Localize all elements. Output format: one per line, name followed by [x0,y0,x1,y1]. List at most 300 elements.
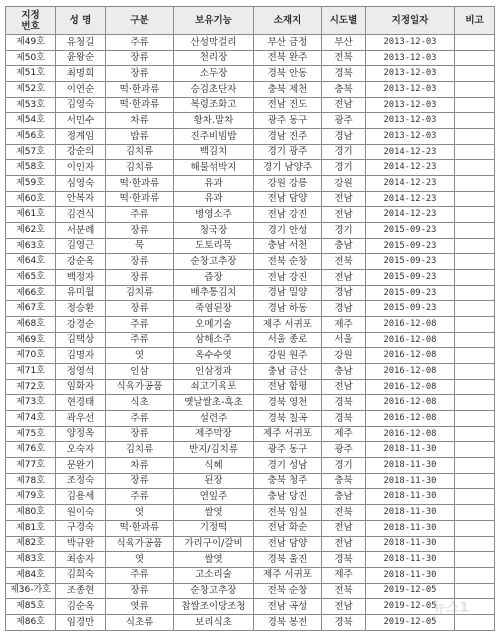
cell-province: 경북 [322,66,366,82]
cell-date: 2013-12-03 [366,97,455,113]
cell-province: 전남 [322,536,366,552]
cell-designation-number: 제64호 [6,254,56,270]
cell-province: 제주 [322,567,366,583]
cell-date: 2018-11-30 [366,567,455,583]
table-row [6,489,495,505]
cell-category: 엿류 [106,599,174,615]
table-row [6,270,495,286]
cell-category: 떡·한과류 [106,176,174,192]
cell-name: 정계임 [56,129,106,145]
cell-name: 심영숙 [56,176,106,192]
cell-designation-number: 제71호 [6,364,56,380]
cell-remarks [455,238,495,254]
cell-category: 차류 [106,458,174,474]
cell-remarks [455,82,495,98]
header-row [6,7,495,35]
cell-province: 광주 [322,113,366,129]
cell-date: 2019-12-05 [366,614,455,630]
cell-designation-number: 제68호 [6,317,56,333]
table-row [6,473,495,489]
cell-remarks [455,301,495,317]
cell-name: 김순옥 [56,599,106,615]
cell-name: 정승환 [56,301,106,317]
cell-location: 전북 임실 [254,505,322,521]
cell-date: 2016-12-08 [366,317,455,333]
cell-location: 경기 남양주 [254,160,322,176]
cell-date: 2014-12-23 [366,160,455,176]
table-row [6,614,495,630]
cell-category: 장류 [106,50,174,66]
cell-designation-number: 제69호 [6,332,56,348]
cell-designation-number: 제84호 [6,567,56,583]
cell-skill: 옥수수엿 [174,348,254,364]
table-row [6,207,495,223]
masters-table [5,6,495,631]
cell-remarks [455,552,495,568]
table-row [6,567,495,583]
cell-remarks [455,223,495,239]
cell-date: 2013-12-03 [366,50,455,66]
cell-skill: 천리장 [174,50,254,66]
cell-location: 경북 영천 [254,395,322,411]
cell-category: 주류 [106,489,174,505]
cell-remarks [455,50,495,66]
cell-name: 유미월 [56,285,106,301]
cell-location: 광주 동구 [254,113,322,129]
cell-category: 장류 [106,426,174,442]
table-row [6,348,495,364]
cell-name: 정영석 [56,364,106,380]
cell-designation-number: 제50호 [6,50,56,66]
cell-province: 강원 [322,176,366,192]
cell-name: 구경숙 [56,520,106,536]
cell-remarks [455,567,495,583]
cell-date: 2016-12-08 [366,348,455,364]
cell-name: 문완기 [56,458,106,474]
cell-province: 경북 [322,552,366,568]
cell-location: 경북 울진 [254,552,322,568]
cell-location: 전남 진도 [254,97,322,113]
cell-province: 전남 [322,379,366,395]
table-row [6,458,495,474]
cell-skill: 된장 [174,473,254,489]
cell-skill: 고소리술 [174,567,254,583]
cell-skill: 순창고추장 [174,254,254,270]
cell-remarks [455,191,495,207]
table-row [6,411,495,427]
cell-skill: 유과 [174,191,254,207]
cell-date: 2018-11-30 [366,458,455,474]
cell-location: 전남 강진 [254,207,322,223]
cell-date: 2016-12-08 [366,395,455,411]
cell-remarks [455,285,495,301]
cell-designation-number: 제51호 [6,66,56,82]
cell-remarks [455,426,495,442]
cell-name: 강순의 [56,144,106,160]
cell-date: 2019-12-05 [366,599,455,615]
cell-date: 2013-12-03 [366,129,455,145]
cell-province: 충남 [322,364,366,380]
cell-remarks [455,442,495,458]
cell-category: 주류 [106,332,174,348]
cell-remarks [455,489,495,505]
cell-skill: 쌀엿 [174,505,254,521]
header-designation-number [6,7,56,35]
cell-location: 경남 밀양 [254,285,322,301]
cell-category: 밥류 [106,129,174,145]
cell-name: 이인자 [56,160,106,176]
cell-remarks [455,317,495,333]
cell-category: 주류 [106,207,174,223]
table-row [6,191,495,207]
header-province: 시도별 [322,7,366,35]
table-row [6,97,495,113]
cell-designation-number: 제72호 [6,379,56,395]
cell-date: 2014-12-23 [366,207,455,223]
table-row [6,536,495,552]
cell-date: 2018-11-30 [366,552,455,568]
cell-date: 2018-11-30 [366,536,455,552]
table-row [6,520,495,536]
cell-province: 광주 [322,442,366,458]
cell-skill: 유과 [174,176,254,192]
cell-remarks [455,364,495,380]
cell-remarks [455,395,495,411]
cell-category: 엿 [106,552,174,568]
cell-date: 2018-11-30 [366,520,455,536]
cell-designation-number: 제83호 [6,552,56,568]
cell-name: 곽우선 [56,411,106,427]
table-row [6,442,495,458]
cell-skill: 죽염된장 [174,301,254,317]
cell-date: 2019-12-05 [366,583,455,599]
header-remarks: 비고 [455,7,495,35]
cell-province: 경북 [322,614,366,630]
table-row [6,113,495,129]
cell-location: 전남 담양 [254,536,322,552]
cell-name: 오숙자 [56,442,106,458]
cell-remarks [455,520,495,536]
cell-province: 충남 [322,238,366,254]
cell-category: 장류 [106,66,174,82]
cell-designation-number: 제66호 [6,285,56,301]
cell-date: 2016-12-08 [366,364,455,380]
table-row [6,552,495,568]
cell-name: 강순옥 [56,254,106,270]
table-row [6,332,495,348]
cell-category: 김치류 [106,285,174,301]
table-row [6,238,495,254]
cell-remarks [455,379,495,395]
cell-remarks [455,411,495,427]
cell-skill: 제주막장 [174,426,254,442]
header-category: 구분 [106,7,174,35]
cell-location: 경남 진주 [254,129,322,145]
cell-designation-number: 제60호 [6,191,56,207]
cell-location: 경기 안성 [254,223,322,239]
cell-skill: 기정떡 [174,520,254,536]
cell-remarks [455,113,495,129]
cell-province: 전북 [322,583,366,599]
cell-name: 조종현 [56,583,106,599]
cell-name: 김견식 [56,207,106,223]
cell-location: 충북 청주 [254,473,322,489]
cell-date: 2015-09-23 [366,301,455,317]
cell-skill: 백김치 [174,144,254,160]
cell-category: 식육가공품 [106,379,174,395]
cell-province: 제주 [322,317,366,333]
cell-designation-number: 제70호 [6,348,56,364]
table-row [6,505,495,521]
cell-province: 충남 [322,489,366,505]
cell-location: 경기 성남 [254,458,322,474]
cell-name: 최송자 [56,552,106,568]
cell-name: 안복자 [56,191,106,207]
cell-date: 2015-09-23 [366,238,455,254]
table-row [6,50,495,66]
cell-name: 원이숙 [56,505,106,521]
cell-designation-number: 제62호 [6,223,56,239]
cell-province: 제주 [322,426,366,442]
cell-location: 경남 하동 [254,301,322,317]
cell-category: 떡·한과류 [106,82,174,98]
table-row [6,285,495,301]
cell-remarks [455,66,495,82]
cell-skill: 쌀엿 [174,552,254,568]
cell-designation-number: 제78호 [6,473,56,489]
cell-remarks [455,270,495,286]
cell-province: 경기 [322,223,366,239]
cell-province: 경기 [322,160,366,176]
cell-date: 2016-12-08 [366,411,455,427]
cell-province: 서울 [322,332,366,348]
header-date: 지정일자 [366,7,455,35]
cell-designation-number: 제54호 [6,113,56,129]
cell-location: 전남 함평 [254,379,322,395]
cell-name: 임경만 [56,614,106,630]
cell-category: 김치류 [106,160,174,176]
cell-category: 떡·한과류 [106,191,174,207]
cell-skill: 산성막걸리 [174,35,254,51]
cell-skill: 오메기술 [174,317,254,333]
cell-province: 경북 [322,411,366,427]
table-row [6,223,495,239]
cell-skill: 찹쌀조이당조청 [174,599,254,615]
cell-date: 2014-12-23 [366,144,455,160]
cell-name: 유청길 [56,35,106,51]
table-row [6,160,495,176]
cell-skill: 연잎주 [174,489,254,505]
cell-location: 전남 담양 [254,191,322,207]
cell-province: 전남 [322,191,366,207]
cell-location: 부산 금정 [254,35,322,51]
cell-name: 김희숙 [56,567,106,583]
cell-category: 식초류 [106,614,174,630]
cell-designation-number: 제81호 [6,520,56,536]
table-row [6,583,495,599]
cell-category: 장류 [106,583,174,599]
cell-category: 김치류 [106,144,174,160]
cell-location: 충남 당진 [254,489,322,505]
table-row [6,82,495,98]
cell-category: 장류 [106,223,174,239]
cell-category: 떡·한과류 [106,97,174,113]
cell-date: 2016-12-08 [366,332,455,348]
cell-remarks [455,614,495,630]
cell-designation-number: 제74호 [6,411,56,427]
cell-name: 김용세 [56,489,106,505]
cell-remarks [455,332,495,348]
cell-remarks [455,458,495,474]
cell-remarks [455,473,495,489]
cell-province: 경기 [322,144,366,160]
cell-remarks [455,348,495,364]
table-row [6,129,495,145]
cell-designation-number: 제61호 [6,207,56,223]
cell-date: 2014-12-23 [366,191,455,207]
cell-category: 인삼 [106,364,174,380]
cell-location: 전북 순창 [254,254,322,270]
cell-category: 차류 [106,113,174,129]
cell-date: 2013-12-03 [366,113,455,129]
cell-category: 주류 [106,411,174,427]
cell-province: 경남 [322,129,366,145]
cell-designation-number: 제75호 [6,426,56,442]
table-row [6,144,495,160]
cell-province: 전북 [322,505,366,521]
cell-location: 제주 서귀포 [254,426,322,442]
cell-designation-number: 제63호 [6,238,56,254]
cell-category: 장류 [106,473,174,489]
cell-designation-number: 제59호 [6,176,56,192]
cell-province: 전남 [322,599,366,615]
cell-province: 강원 [322,348,366,364]
cell-province: 경기 [322,458,366,474]
cell-name: 서민수 [56,113,106,129]
cell-skill: 복령조화고 [174,97,254,113]
table-row [6,176,495,192]
cell-name: 윤왕순 [56,50,106,66]
cell-designation-number: 제65호 [6,270,56,286]
cell-skill: 식혜 [174,458,254,474]
cell-category: 장류 [106,301,174,317]
cell-location: 충북 제천 [254,82,322,98]
cell-designation-number: 제79호 [6,489,56,505]
cell-category: 김치류 [106,442,174,458]
cell-name: 최명희 [56,66,106,82]
cell-category: 묵 [106,238,174,254]
cell-date: 2018-11-30 [366,442,455,458]
cell-name: 강경순 [56,317,106,333]
cell-designation-number: 제52호 [6,82,56,98]
cell-category: 주류 [106,35,174,51]
cell-province: 부산 [322,35,366,51]
cell-name: 백정자 [56,270,106,286]
cell-date: 2015-09-23 [366,285,455,301]
cell-province: 전남 [322,270,366,286]
cell-province: 충북 [322,473,366,489]
cell-skill: 진주비빔밥 [174,129,254,145]
cell-category: 주류 [106,317,174,333]
cell-name: 박규완 [56,536,106,552]
header-designation-line1: 지정 [21,9,40,21]
cell-date: 2014-12-23 [366,176,455,192]
cell-category: 주류 [106,567,174,583]
cell-designation-number: 제85호 [6,599,56,615]
cell-province: 전남 [322,520,366,536]
cell-designation-number: 제82호 [6,536,56,552]
cell-date: 2015-09-23 [366,223,455,239]
cell-name: 김택상 [56,332,106,348]
cell-location: 전남 곡성 [254,599,322,615]
cell-location: 충남 금산 [254,364,322,380]
cell-location: 전남 강진 [254,270,322,286]
cell-skill: 도토리묵 [174,238,254,254]
cell-designation-number: 제86호 [6,614,56,630]
cell-remarks [455,599,495,615]
cell-location: 경북 칠곡 [254,411,322,427]
cell-designation-number: 제77호 [6,458,56,474]
cell-designation-number: 제57호 [6,144,56,160]
cell-date: 2015-09-23 [366,270,455,286]
table-row [6,599,495,615]
cell-skill: 설련주 [174,411,254,427]
table-row [6,66,495,82]
table-row [6,379,495,395]
cell-designation-number: 제56호 [6,129,56,145]
cell-skill: 해물섞박지 [174,160,254,176]
cell-date: 2013-12-03 [366,66,455,82]
cell-province: 전남 [322,207,366,223]
cell-province: 경남 [322,301,366,317]
cell-name: 임화자 [56,379,106,395]
table-row [6,364,495,380]
cell-skill: 쇠고기육포 [174,379,254,395]
cell-designation-number: 제58호 [6,160,56,176]
cell-date: 2013-12-03 [366,35,455,51]
cell-province: 경남 [322,285,366,301]
header-skill: 보유기능 [174,7,254,35]
table-row [6,426,495,442]
cell-remarks [455,35,495,51]
table-row [6,317,495,333]
cell-remarks [455,160,495,176]
cell-date: 2018-11-30 [366,489,455,505]
cell-skill: 반지/김치류 [174,442,254,458]
cell-skill: 즙장 [174,270,254,286]
cell-remarks [455,536,495,552]
table-row [6,395,495,411]
cell-location: 서울 종로 [254,332,322,348]
cell-skill: 청국장 [174,223,254,239]
cell-remarks [455,583,495,599]
cell-location: 경북 봉전 [254,614,322,630]
cell-designation-number: 제80호 [6,505,56,521]
cell-skill: 옛날쌀초-흑초 [174,395,254,411]
cell-designation-number: 제76호 [6,442,56,458]
cell-skill: 순창고추장 [174,583,254,599]
cell-name: 현경태 [56,395,106,411]
cell-name: 양정옥 [56,426,106,442]
cell-name: 서분례 [56,223,106,239]
cell-remarks [455,97,495,113]
header-location: 소재지 [254,7,322,35]
cell-skill: 황차.말차 [174,113,254,129]
cell-remarks [455,144,495,160]
cell-location: 전남 화순 [254,520,322,536]
cell-skill: 가리구이/갈비 [174,536,254,552]
cell-skill: 삼해소주 [174,332,254,348]
